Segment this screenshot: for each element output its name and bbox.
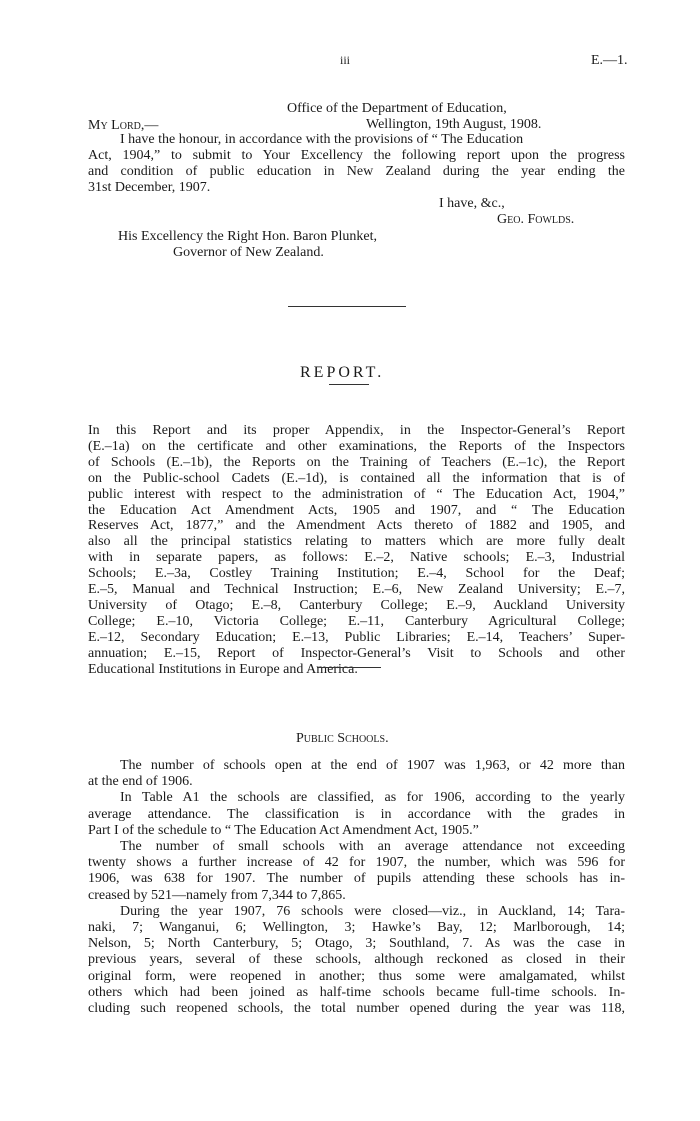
report-line: on the Public-school Cadets (E.–1d), is contained all the information that is of	[88, 470, 625, 486]
public-schools-heading: Public Schools.	[296, 731, 389, 746]
document-reference: E.—1.	[591, 53, 628, 68]
public-schools-line: The number of schools open at the end of 1907 was 1,963, or 42 more than	[120, 758, 625, 773]
report-line: with in separate papers, as follows: E.–2, Native schools; E.–3, Industrial	[88, 550, 625, 566]
public-schools-line: at the end of 1906.	[88, 774, 193, 790]
public-schools-line: Part I of the schedule to “ The Education Act Amendment Act, 1905.”	[88, 822, 479, 838]
public-schools-line: average attendance. The classification is in accordance with the grades in	[88, 806, 625, 822]
public-schools-line: others which had been joined as half-time schools became full-time schools. In-	[88, 984, 625, 1000]
report-line: public interest with respect to the administration of “ The Education Act, 1904,”	[88, 486, 625, 502]
report-line: E.–5, Manual and Technical Instruction; E.–6, New Zealand University; E.–7,	[88, 582, 625, 597]
letter-body-line: and condition of public education in New Zealand during the year ending the	[88, 164, 625, 179]
public-schools-line: In Table A1 the schools are classified, as for 1906, according to the yearly	[120, 790, 625, 806]
public-schools-line: previous years, several of these schools, although reckoned as closed in their	[88, 952, 625, 968]
report-line: In this Report and its proper Appendix, in the Inspector-General’s Report	[88, 423, 625, 438]
letter-addressee: His Excellency the Right Hon. Baron Plunket,	[118, 229, 377, 244]
section-divider	[317, 667, 381, 668]
letter-addressee: Governor of New Zealand.	[173, 245, 324, 260]
section-divider	[288, 306, 406, 307]
report-line: Reserves Act, 1877,” and the Amendment Acts thereto of 1882 and 1905, and	[88, 518, 625, 534]
report-line: University of Otago; E.–8, Canterbury College; E.–9, Auckland University	[88, 597, 625, 613]
public-schools-line: The number of small schools with an average attendance not exceeding	[120, 839, 625, 854]
title-underline	[329, 384, 369, 385]
letter-salutation: My Lord,—	[88, 118, 159, 133]
letter-signature: Geo. Fowlds.	[497, 212, 575, 227]
public-schools-line: Nelson, 5; North Canterbury, 5; Otago, 3; Southland, 7. As was the case in	[88, 936, 625, 952]
letter-place-date: Wellington, 19th August, 1908.	[366, 117, 542, 132]
letter-body-line: Act, 1904,” to submit to Your Excellency the following report upon the progress	[88, 148, 625, 163]
report-line: also all the principal statistics relating to matters which are more fully dealt	[88, 534, 625, 550]
page-number: iii	[340, 53, 351, 67]
report-title: REPORT.	[300, 364, 385, 381]
letter-body-line: I have the honour, in accordance with the provisions of “ The Education	[120, 132, 524, 147]
letter-closing: I have, &c.,	[439, 196, 505, 211]
report-line: Schools; E.–3a, Costley Training Institution; E.–4, School for the Deaf;	[88, 566, 625, 582]
public-schools-line: 1906, was 638 for 1907. The number of pupils attending these schools has in-	[88, 871, 625, 887]
report-line: of Schools (E.–1b), the Reports on the Training of Teachers (E.–1c), the Report	[88, 454, 625, 470]
report-line: College; E.–10, Victoria College; E.–11, Canterbury Agricultural College;	[88, 613, 625, 629]
letter-office: Office of the Department of Education,	[287, 101, 507, 116]
public-schools-line: twenty shows a further increase of 42 for 1907, the number, which was 596 for	[88, 855, 625, 871]
report-line: Educational Institutions in Europe and America.	[88, 661, 358, 677]
report-line: (E.–1a) on the certificate and other examinations, the Reports of the Inspectors	[88, 438, 625, 454]
report-line: E.–12, Secondary Education; E.–13, Public Libraries; E.–14, Teachers’ Super-	[88, 629, 625, 645]
report-line: the Education Act Amendment Acts, 1905 and 1907, and “ The Education	[88, 502, 625, 518]
letter-body-line: 31st December, 1907.	[88, 180, 211, 195]
public-schools-line: naki, 7; Wanganui, 6; Wellington, 3; Hawke’s Bay, 12; Marlborough, 14;	[88, 920, 625, 935]
report-line: annuation; E.–15, Report of Inspector-General’s Visit to Schools and other	[88, 645, 625, 661]
public-schools-line: cluding such reopened schools, the total number opened during the year was 118,	[88, 1001, 625, 1016]
public-schools-line: original form, were reopened in another; thus some were amalgamated, whilst	[88, 968, 625, 984]
public-schools-line: During the year 1907, 76 schools were closed—viz., in Auckland, 14; Tara-	[120, 903, 625, 919]
public-schools-line: creased by 521—namely from 7,344 to 7,865.	[88, 887, 346, 903]
